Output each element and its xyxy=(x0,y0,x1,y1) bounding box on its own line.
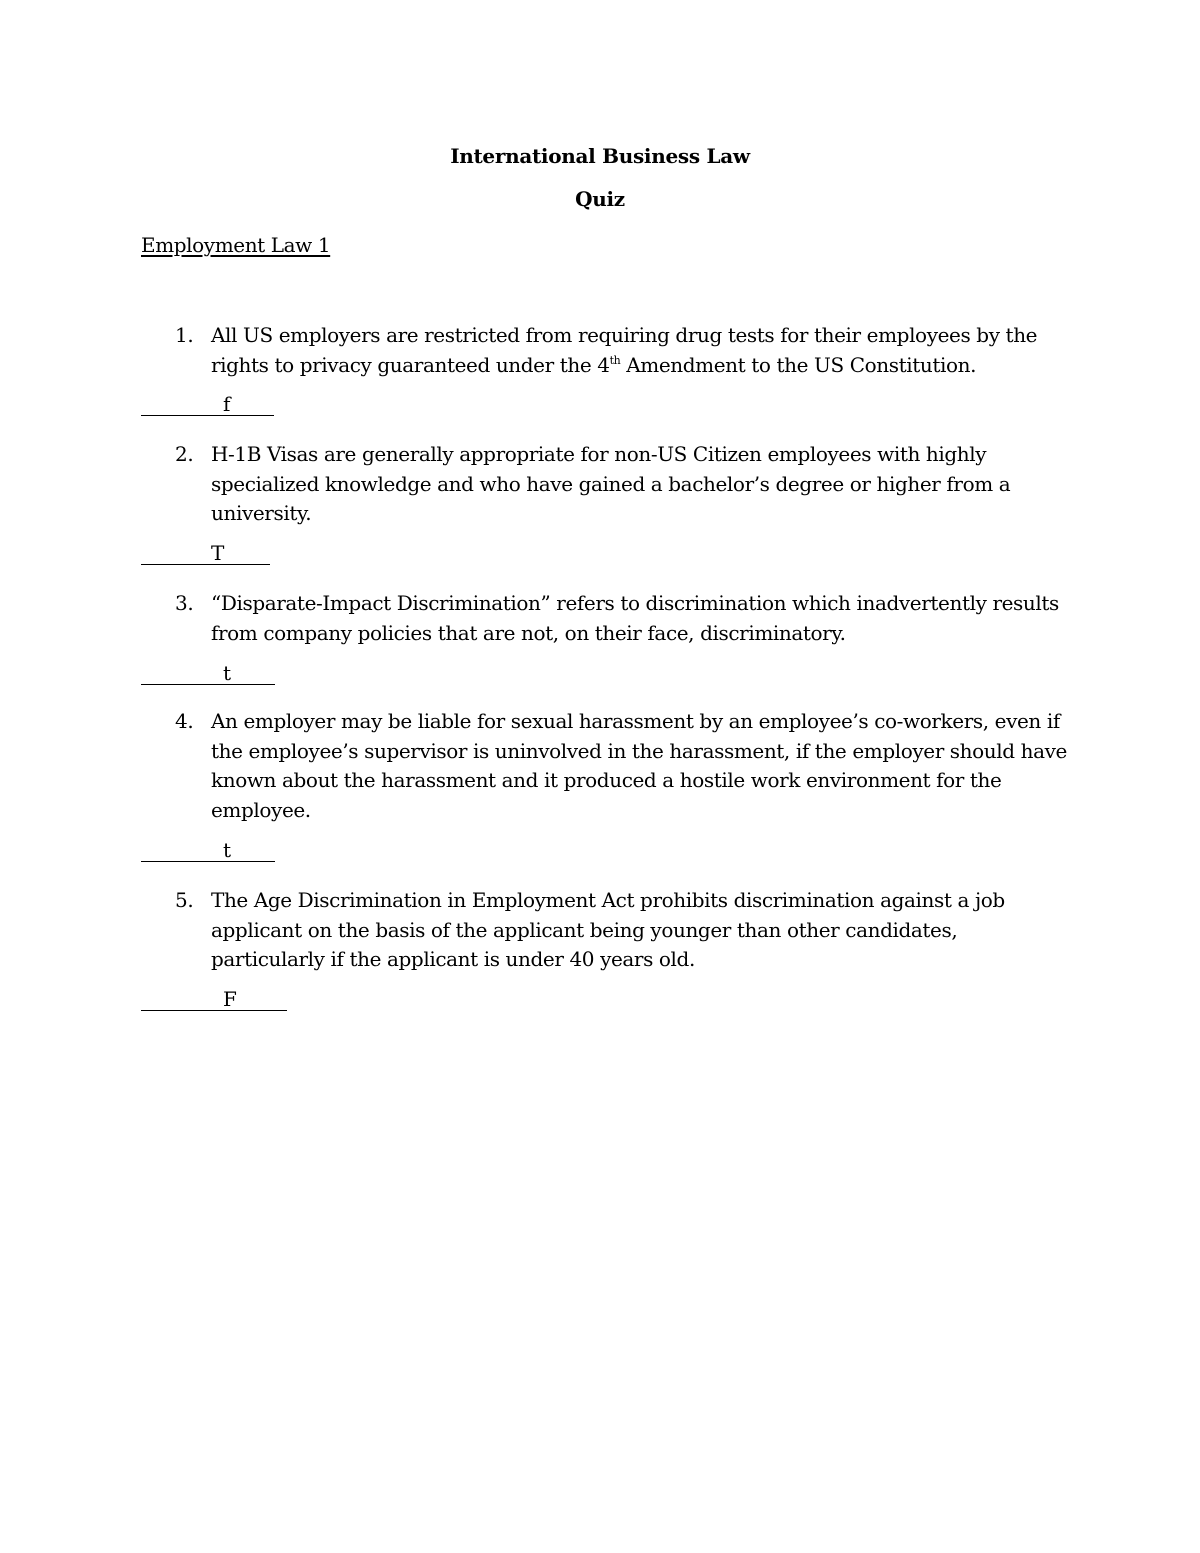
answer-value: f xyxy=(223,392,231,416)
answer-blank xyxy=(230,393,274,416)
answer-line-4 xyxy=(141,838,275,862)
question-text-part: All US employers are restricted from requiring drug tests for their employees by the rights to privacy guaranteed under the 4 xyxy=(211,323,1038,377)
question-number: 4. xyxy=(175,709,194,733)
answer-value: t xyxy=(223,838,232,862)
answer-blank xyxy=(141,662,223,685)
answer-blank xyxy=(141,839,223,862)
answer-line-3 xyxy=(141,661,275,685)
document-title: International Business Law xyxy=(450,144,750,168)
document-subtitle: Quiz xyxy=(575,187,625,211)
question-number: 5. xyxy=(175,888,194,912)
question-text: The Age Discrimination in Employment Act prohibits discrimination against a job applicant on the basis of the applicant being younger than other candidates, particularly if the applicant is under 40 years old. xyxy=(211,888,1005,971)
answer-blank xyxy=(141,542,211,565)
answer-value: t xyxy=(223,661,232,685)
question-number: 3. xyxy=(175,591,194,615)
question-number: 1. xyxy=(175,323,194,347)
answer-line-1 xyxy=(141,392,274,416)
answer-blank xyxy=(237,988,287,1011)
answer-value: F xyxy=(223,987,237,1011)
question-text: An employer may be liable for sexual harassment by an employee’s co-workers, even if the employee’s supervisor is uninvolved in the harassment, if the employer should have known about the harassment and it produced a hostile work environment for the employee. xyxy=(211,709,1067,822)
answer-blank xyxy=(141,393,223,416)
question-text-part: Amendment to the US Constitution. xyxy=(620,352,977,377)
answer-line-2 xyxy=(141,541,270,565)
question-text xyxy=(211,321,1071,380)
section-heading: Employment Law 1 xyxy=(141,233,331,257)
answer-line-5 xyxy=(141,987,287,1011)
question-text: H-1B Visas are generally appropriate for non-US Citizen employees with highly specialized knowledge and who have gained a bachelor’s degree or higher from a university. xyxy=(211,442,1011,525)
ordinal-suffix: th xyxy=(609,353,621,367)
answer-blank xyxy=(141,988,223,1011)
question-text: “Disparate-Impact Discrimination” refers to discrimination which inadvertently results from company policies that are not, on their face, discriminatory. xyxy=(211,591,1059,645)
question-number: 2. xyxy=(175,442,194,466)
answer-value: T xyxy=(211,541,225,565)
answer-blank xyxy=(231,662,275,685)
answer-blank xyxy=(231,839,275,862)
answer-blank xyxy=(224,542,270,565)
